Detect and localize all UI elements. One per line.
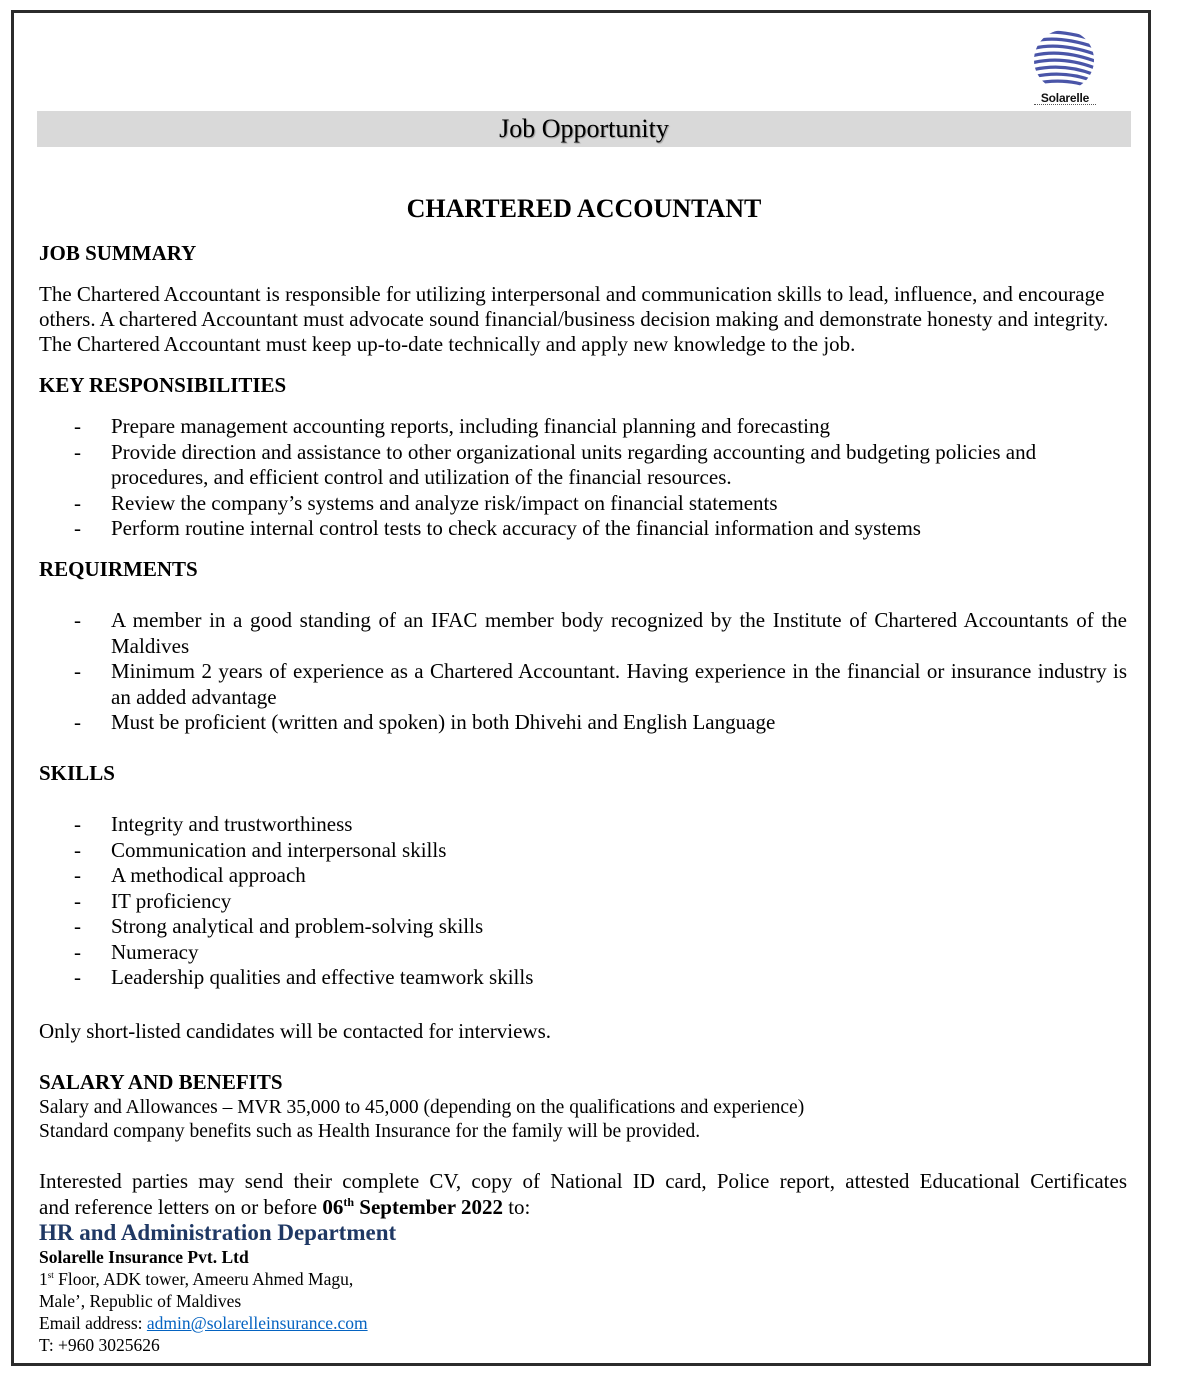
list-item: - Numeracy: [74, 939, 199, 964]
skills-heading: SKILLS: [39, 761, 115, 785]
requirements-list: [39, 608, 1127, 736]
job-title: CHARTERED ACCOUNTANT: [406, 194, 762, 223]
salary-heading: SALARY AND BENEFITS: [39, 1070, 283, 1094]
job-opportunity-banner: Job Opportunity: [37, 111, 1131, 147]
list-item: - Integrity and trustworthiness: [74, 812, 353, 836]
responsibilities-heading: KEY RESPONSIBILITIES: [39, 373, 287, 397]
list-item: - Perform routine internal control tests to check accuracy of the financial information and systems: [74, 516, 921, 540]
list-item: - Strong analytical and problem-solving skills: [74, 914, 484, 938]
list-item: - Review the company’s systems and analyze risk/impact on financial statements: [74, 490, 778, 515]
list-item: - Minimum 2 years of experience as a Chartered Accountant. Having experience in the financial or insurance industry is an added advantage: [74, 659, 1127, 709]
skills-list: [39, 812, 1127, 991]
address-line1: 1st Floor, ADK tower, Ameeru Ahmed Magu,: [39, 1269, 354, 1289]
responsibilities-list: [39, 414, 1127, 542]
deadline-date: 06th September 2022: [322, 1195, 503, 1219]
application-text-line1: Interested parties may send their complete CV, copy of National ID card, Police report, attested Educational Certificates: [39, 1169, 1127, 1193]
list-item: - Leadership qualities and effective teamwork skills: [74, 965, 534, 989]
job-summary-text: The Chartered Accountant is responsible for utilizing interpersonal and communication skills to lead, influence, and encourage others. A chartered Accountant must advocate sound financial/business decision making and demonstrate honesty and integrity. The Chartered Accountant must keep up-to-date technically and apply new knowledge to the job.: [39, 282, 1109, 356]
benefits-line: Standard company benefits such as Health Insurance for the family will be provided.: [39, 1121, 701, 1142]
application-text-line2: and reference letters on or before 06th September 2022 to:: [39, 1195, 531, 1219]
salary-line: Salary and Allowances – MVR 35,000 to 45,000 (depending on the qualifications and experience): [39, 1097, 805, 1118]
list-item: - A member in a good standing of an IFAC member body recognized by the Institute of Chartered Accountants of the Maldives: [74, 608, 1127, 658]
email-link[interactable]: admin@solarelleinsurance.com: [146, 1313, 368, 1333]
list-item: - Communication and interpersonal skills: [74, 837, 447, 862]
logo-wordmark: Solarelle: [1040, 91, 1090, 105]
list-item: - A methodical approach: [74, 863, 306, 887]
job-summary-heading: JOB SUMMARY: [39, 241, 197, 265]
list-item: - Prepare management accounting reports, including financial planning and forecasting: [74, 414, 830, 438]
phone-line: T: +960 3025626: [39, 1335, 160, 1355]
department-name: HR and Administration Department: [39, 1220, 397, 1245]
requirements-heading: REQUIRMENTS: [39, 557, 198, 581]
list-item: - IT proficiency: [74, 888, 232, 913]
logo-tagline-line: [1034, 104, 1096, 107]
shortlist-note: Only short-listed candidates will be contacted for interviews.: [39, 1019, 552, 1043]
address-line2: Male’, Republic of Maldives: [39, 1291, 242, 1311]
company-name: Solarelle Insurance Pvt. Ltd: [39, 1247, 249, 1267]
email-line: Email address: admin@solarelleinsurance.com: [39, 1313, 368, 1333]
list-item: - Must be proficient (written and spoken) in both Dhivehi and English Language: [74, 710, 776, 734]
list-item: - Provide direction and assistance to other organizational units regarding accounting and budgeting policies and procedures, and efficient control and utilization of the financial resources.: [74, 439, 1037, 489]
